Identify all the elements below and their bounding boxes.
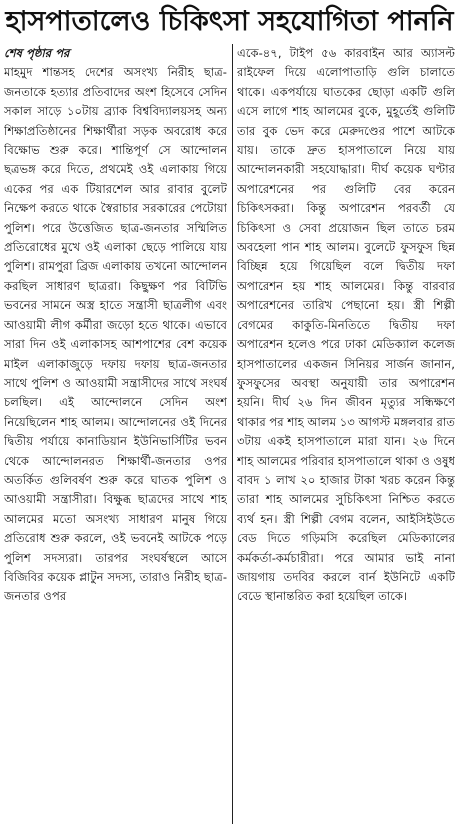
continuation-kicker: শেষ পৃষ্ঠার পর: [4, 46, 70, 60]
article-column-left: [4, 44, 227, 824]
column-divider: [232, 44, 233, 824]
headline: হাসপাতালেও চিকিৎসা সহযোগিতা পাননি: [5, 6, 454, 37]
article-column-right: [237, 44, 455, 824]
article-body-right: একে-৪৭, টাইপ ৫৬ কারবাইন আর অ্যাসল্ট রাইফেল দিয়ে এলোপাতাড়ি গুলি চালাতে থাকে। একপর্যায়ে ঘাতকের ছোড়া একটি গুলি এসে লাগে শাহ আলমের বুকে, মুহূর্তেই গুলিটি তার বুক ভেদ করে মেরুদণ্ডের পাশে আটকে যায়। তাকে দ্রুত হাসপাতালে নিয়ে যায় আন্দোলনকারী সহযোদ্ধারা। দীর্ঘ কয়েক ঘণ্টার অপারেশনের পর গুলিটি বের করেন চিকিৎসকরা। কিন্তু অপারেশন পরবর্তী যে চিকিৎসা ও সেবা প্রয়োজন ছিল তাতে চরম অবহেলা পান শাহ আলম। বুলেটে ফুসফুস ছিন্ন বিচ্ছিন্ন হয়ে গিয়েছিল বলে দ্বিতীয় দফা অপারেশন হয় শাহ আলমের। কিন্তু বারবার অপারেশনের তারিখ পেছানো হয়। স্ত্রী শিল্পী বেগমের কাকুতি-মিনতিতে দ্বিতীয় দফা অপারেশন হলেও পরে ঢাকা মেডিক্যাল কলেজ হাসপাতালের একজন সিনিয়র সার্জন জানান, ফুসফুসের অবস্থা অনুযায়ী তার অপারেশন হয়নি। দীর্ঘ ২৬ দিন জীবন মৃত্যুর সন্ধিক্ষণে থাকার পর শাহ আলম ১৩ আগস্ট মঙ্গলবার রাত ৩টায় একই হাসপাতালে মারা যান। ২৬ দিনে শাহ আলমের পরিবার হাসপাতালে থাকা ও ওষুধ বাবদ ১ লাখ ২০ হাজার টাকা খরচ করেন কিন্তু তারা শাহ আলমের সুচিকিৎসা নিশ্চিত করতে ব্যর্থ হন। স্ত্রী শিল্পী বেগম বলেন, আইসিইউতে বেড দিতে গড়িমসি করেছিল মেডিক্যালের কর্মকর্তা-কর্মচারীরা। পরে আমার ভাই নানা জায়গায় তদবির করলে বার্ন ইউনিটে একটি বেডে স্থানান্তরিত করা হয়েছিল তাকে।: [237, 46, 455, 604]
article-body-left: মাহমুদ শান্তসহ দেশের অসংখ্য নিরীহ ছাত্র-জনতাকে হত্যার প্রতিবাদের অংশ হিসেবে সেদিন সকাল সাড়ে ১০টায় ব্র্যাক বিশ্ববিদ্যালয়সহ অন্য শিক্ষাপ্রতিষ্ঠানের শিক্ষার্থীরা সড়ক অবরোধ করে বিক্ষোভ শুরু করে। শান্তিপূর্ণ সে আন্দোলন ছত্রভঙ্গ করে দিতে, প্রথমেই ওই এলাকায় গিয়ে একের পর এক টিয়ারশেল আর রাবার বুলেট নিক্ষেপ করতে থাকে স্বৈরাচার সরকারের পেটোয়া পুলিশ। পরে উত্তেজিত ছাত্র-জনতার সম্মিলিত প্রতিরোধের মুখে ওই এলাকা ছেড়ে পালিয়ে যায় পুলিশ। রামপুরা ব্রিজ এলাকায় তখনো আন্দোলন করছিল সাধারণ ছাত্ররা। কিছুক্ষণ পর বিটিভি ভবনের সামনে অস্ত্র হাতে সন্ত্রাসী ছাত্রলীগ এবং আওয়ামী লীগ কর্মীরা জড়ো হতে থাকে। এভাবে সারা দিন ওই এলাকাসহ আশপাশের বেশ কয়েক মাইল এলাকাজুড়ে দফায় দফায় ছাত্র-জনতার সাথে পুলিশ ও আওয়ামী সন্ত্রাসীদের সাথে সংঘর্ষ চলছিল। এই আন্দোলনে সেদিন অংশ নিয়েছিলেন শাহ আলম। আন্দোলনের ওই দিনের দ্বিতীয় পর্যায়ে কানাডিয়ান ইউনিভার্সিটির ভবন থেকে আন্দোলনরত শিক্ষার্থী-জনতার ওপর অতর্কিত গুলিবর্ষণ শুরু করে ঘাতক পুলিশ ও আওয়ামী সন্ত্রাসীরা। বিক্ষুব্ধ ছাত্রদের সাথে শাহ আলমের মতো অসংখ্য সাধারণ মানুষ গিয়ে প্রতিরোধ শুরু করলে, ওই ভবনেই আটকে পড়ে পুলিশ সদস্যরা। তারপর সংঘর্ষস্থলে আসে বিজিবির কয়েক প্লাটুন সদস্য, তারাও নিরীহ ছাত্র-জনতার ওপর: [4, 65, 227, 604]
